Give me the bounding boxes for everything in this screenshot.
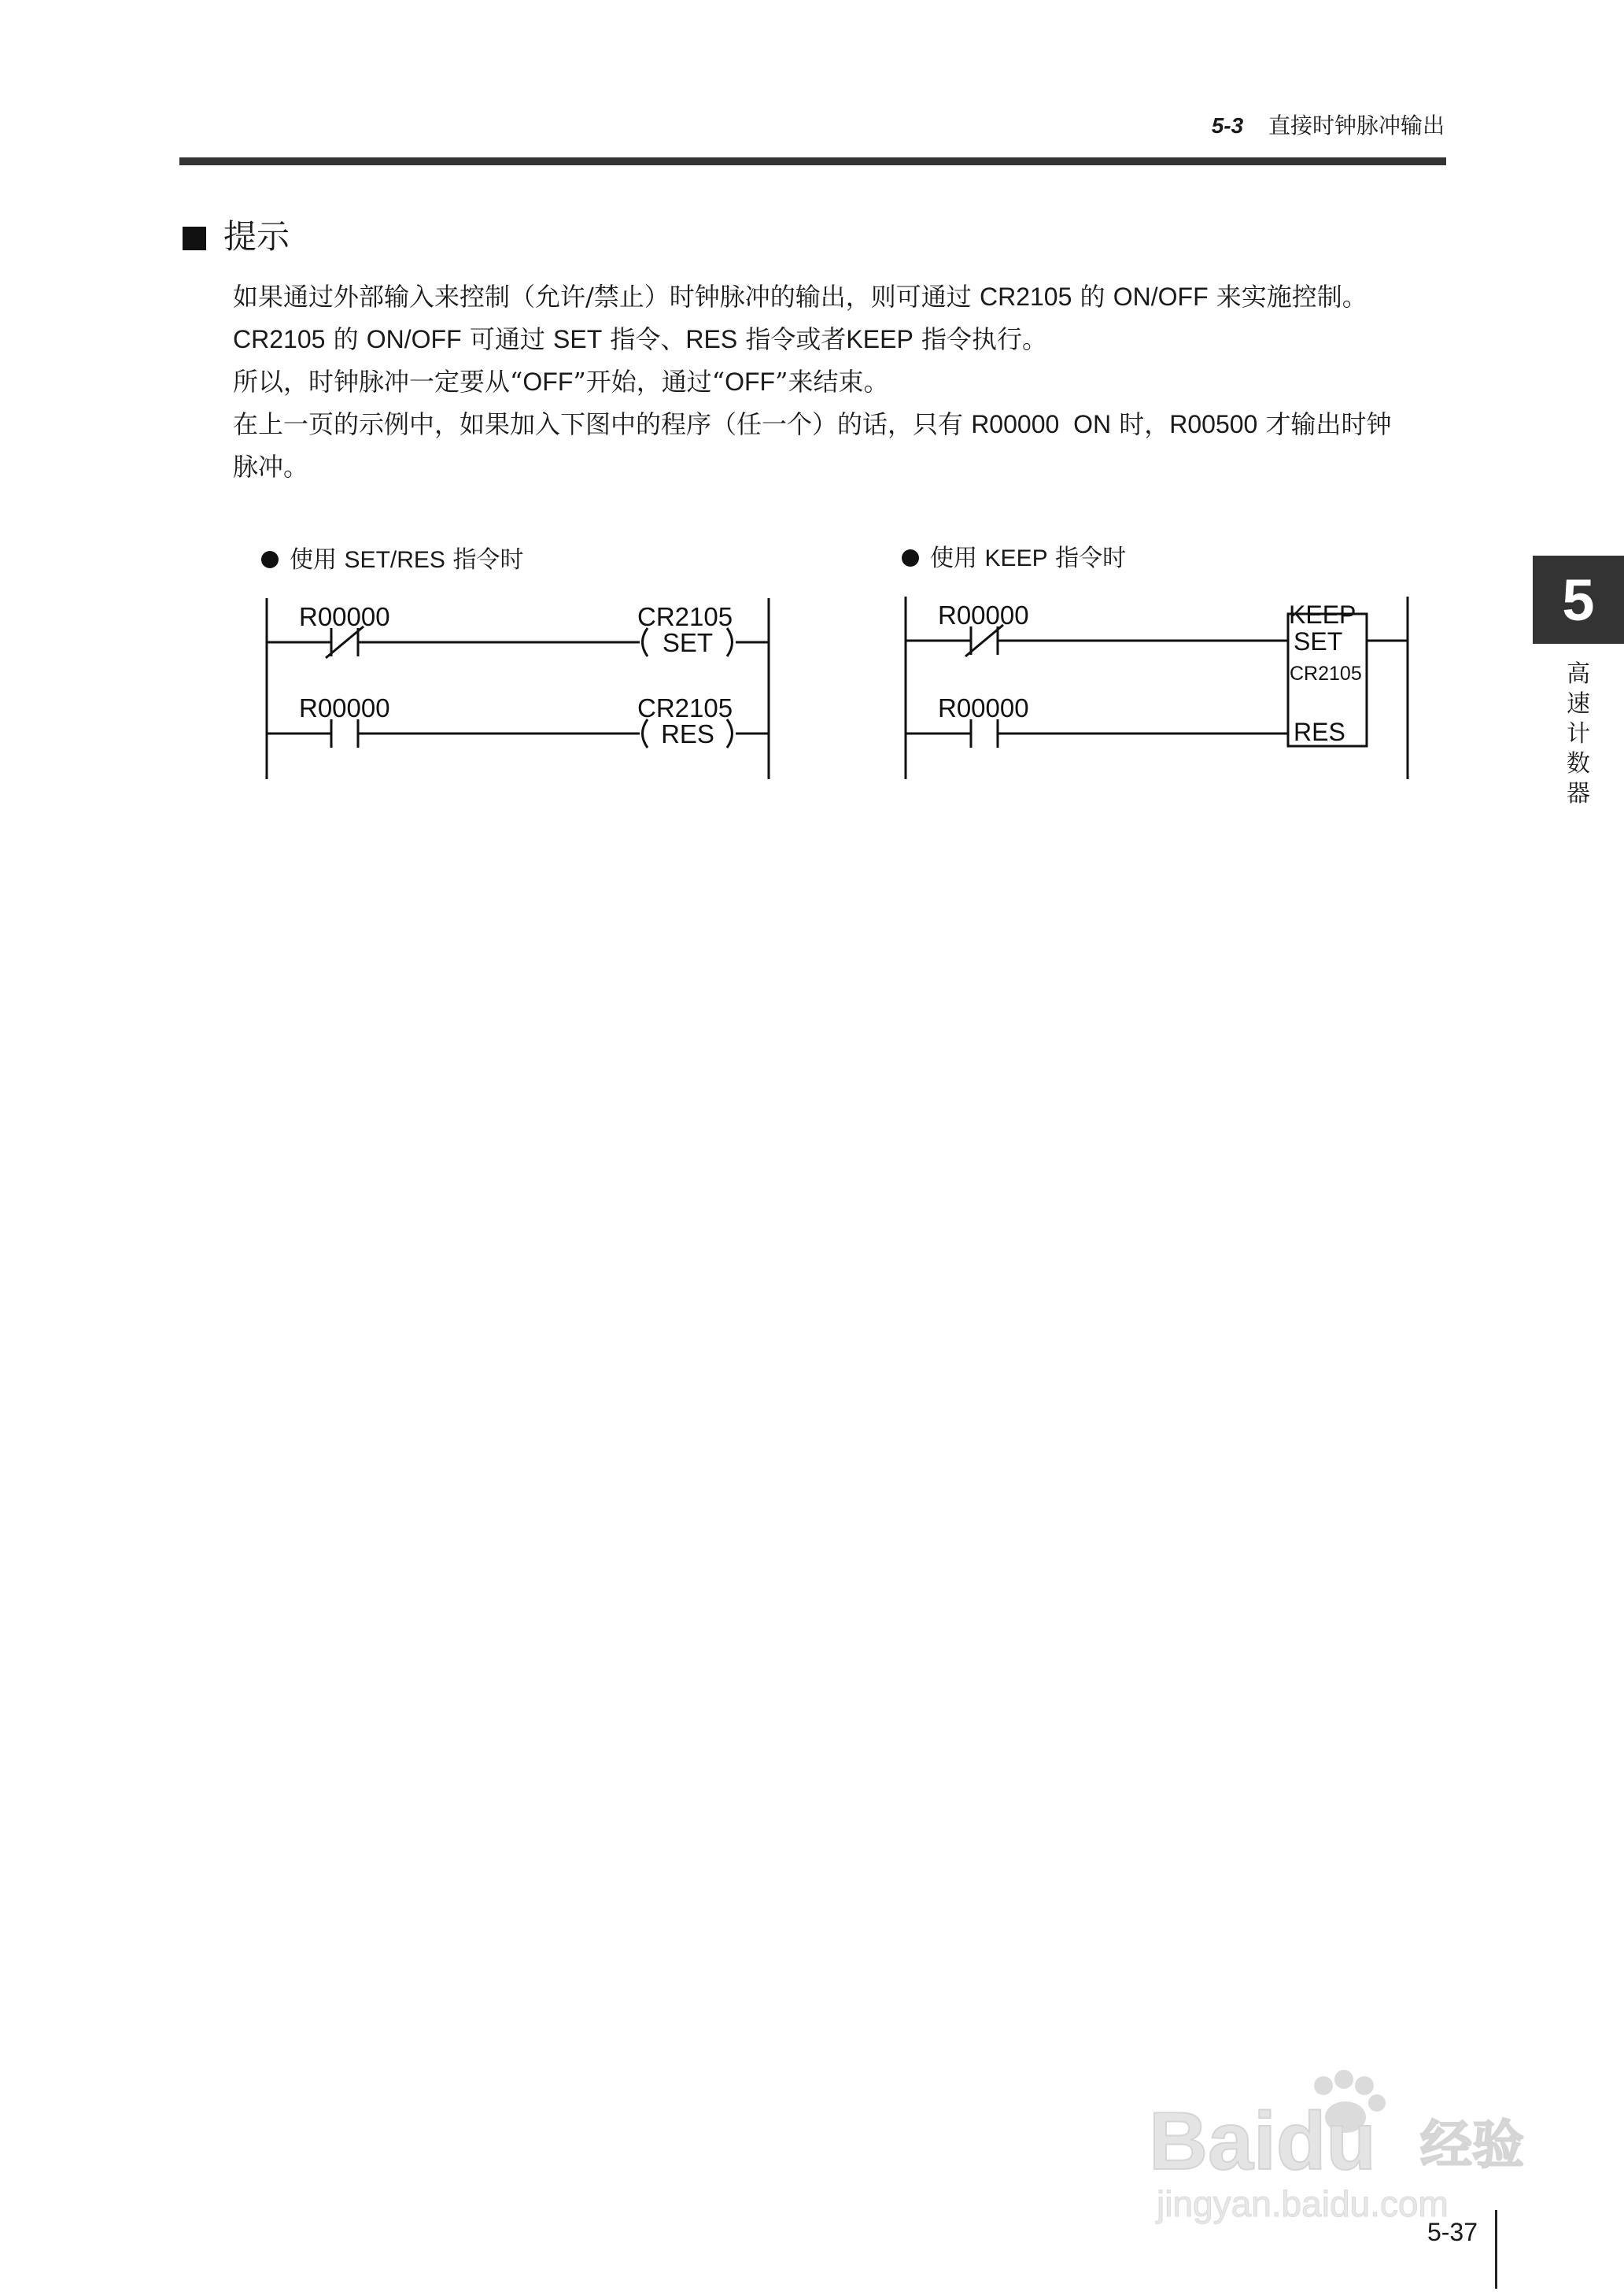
- text-run: 在上一页的示例中，如果加入下图中的程序（任一个）的话，只有: [233, 409, 972, 439]
- text-run: 指令时: [1047, 545, 1127, 572]
- rung2-coil-label: RES: [661, 719, 714, 748]
- text-run: CR2105: [979, 283, 1072, 311]
- keep-box-title: KEEP: [1289, 601, 1356, 629]
- keep-box-device: CR2105: [1290, 663, 1362, 685]
- text-run: 指令、: [602, 324, 686, 354]
- text-run: ”来结束。: [775, 367, 889, 397]
- coil-right-arc: [727, 719, 733, 748]
- text-run: OFF: [522, 368, 574, 396]
- text-run: 指令或者: [737, 324, 847, 354]
- watermark-url: jingyan.baidu.com: [1157, 2183, 1449, 2224]
- rung1-contact-label: R00000: [299, 602, 390, 631]
- paw-toe: [1355, 2076, 1374, 2095]
- paw-toe: [1314, 2076, 1333, 2095]
- text-run: KEEP: [984, 545, 1048, 571]
- keep-box-set-label: SET: [1294, 627, 1343, 656]
- coil-left-arc: [643, 719, 648, 748]
- text-run: 来实施控制。: [1208, 282, 1367, 312]
- keep-box-res-label: RES: [1294, 718, 1345, 746]
- rung1-contact-label: R00000: [938, 601, 1029, 630]
- header-section-number: 5-3: [1211, 113, 1244, 138]
- page-number-rule: [1495, 2210, 1497, 2289]
- section-title: 提示: [223, 217, 290, 256]
- text-run: R00000 ON: [971, 410, 1112, 438]
- paragraph-line-5: 脉冲。: [233, 452, 309, 482]
- coil-left-arc: [643, 628, 648, 656]
- text-run: 的: [1072, 282, 1113, 312]
- text-run: OFF: [725, 368, 776, 396]
- watermark-brand: Baidu: [1149, 2096, 1376, 2187]
- text-run: 如果通过外部输入来控制（允许/禁止）时钟脉冲的输出，则可通过: [233, 282, 980, 312]
- tab-label-char: 器: [1567, 780, 1590, 808]
- text-run: ON/OFF: [1113, 283, 1209, 311]
- ladder-diagram-set-res: [0, 0, 787, 787]
- text-run: SET: [553, 325, 603, 353]
- text-run: CR2105: [233, 325, 326, 353]
- tab-label-char: 计: [1567, 720, 1590, 748]
- text-run: ”开始，通过“: [573, 367, 725, 397]
- coil-right-arc: [727, 628, 733, 656]
- text-run: 使用: [290, 546, 345, 574]
- rung1-coil-device: CR2105: [637, 602, 733, 631]
- tab-label-char: 数: [1567, 750, 1590, 778]
- text-run: 可通过: [461, 324, 553, 354]
- header-section-title: 直接时钟脉冲输出: [1268, 113, 1445, 139]
- text-run: R00500: [1169, 410, 1258, 438]
- rung2-contact-label: R00000: [938, 693, 1029, 722]
- watermark-brand-cn: 经验: [1420, 2115, 1524, 2175]
- baidu-watermark: [1133, 2062, 1542, 2235]
- text-run: 所以，时钟脉冲一定要从“: [233, 367, 523, 397]
- chapter-tab: 5: [1533, 556, 1624, 644]
- text-run: 时，: [1111, 409, 1170, 439]
- ladder-diagram-keep: [787, 0, 1495, 787]
- page-number: 5-37: [1427, 2218, 1478, 2246]
- text-run: 指令执行。: [913, 324, 1047, 354]
- text-run: 使用: [930, 545, 985, 572]
- chapter-tab-label: [1533, 660, 1624, 809]
- text-run: RES: [685, 325, 738, 353]
- text-run: 才输出时钟: [1257, 409, 1392, 439]
- rung2-coil-device: CR2105: [637, 693, 733, 722]
- text-run: ON/OFF: [366, 325, 462, 353]
- rung1-coil-label: SET: [662, 628, 714, 657]
- text-run: KEEP: [846, 325, 914, 353]
- text-run: SET/RES: [344, 547, 445, 573]
- rung2-contact-label: R00000: [299, 693, 390, 722]
- text-run: 的: [325, 324, 367, 354]
- tab-label-char: 速: [1567, 690, 1590, 718]
- tab-label-char: 高: [1567, 660, 1590, 688]
- text-run: 指令时: [445, 546, 524, 574]
- paw-toe: [1334, 2070, 1353, 2089]
